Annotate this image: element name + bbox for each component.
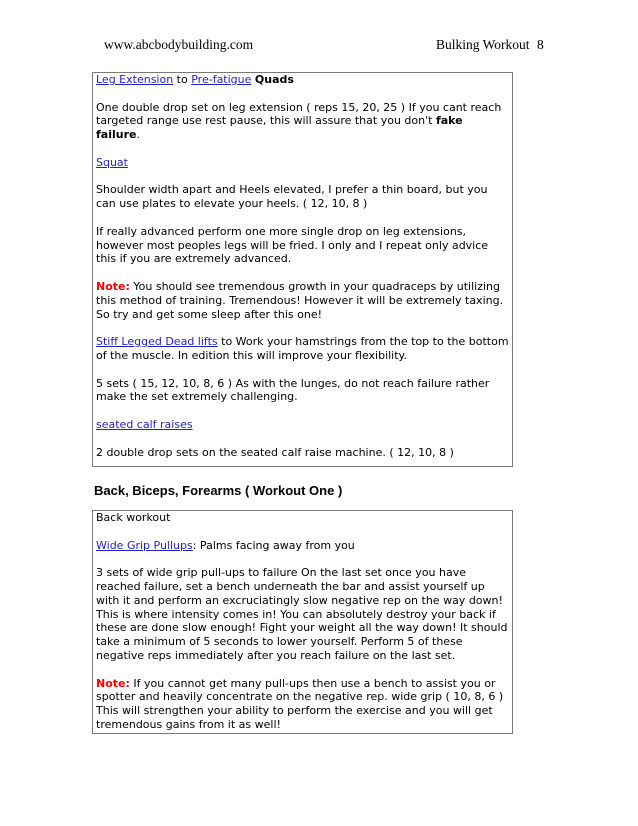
paragraph: 3 sets of wide grip pull-ups to failure On the last set once you have reached failure, set a bench underneath the bar and assist yourself up with it and perform an excruciatingly slow negative rep on the way down! This is where intensity comes in! You can absolutely destroy your back if these are done slow enough! Fight your weight all the way down! It should take a minimum of 5 seconds to lower yourself. Perform 5 of these negative reps immediately after you reach failure on the last set. bbox=[96, 566, 508, 662]
paragraph: Stiff Legged Dead lifts to Work your hamstrings from the top to the bottom of the muscle. In edition this will improve your flexibility. bbox=[96, 335, 509, 362]
paragraph: Wide Grip Pullups: Palms facing away from you bbox=[96, 538, 355, 552]
page-header bbox=[0, 37, 638, 55]
paragraph: 2 double drop sets on the seated calf raise machine. ( 12, 10, 8 ) bbox=[96, 445, 454, 459]
paragraph bbox=[96, 418, 509, 432]
paragraph: Shoulder width apart and Heels elevated, I prefer a thin board, but you can use plates to elevate your heels. ( 12, 10, 8 ) bbox=[96, 183, 488, 211]
pre-fatigue-link[interactable]: Pre-fatigue bbox=[191, 73, 252, 86]
paragraph bbox=[96, 156, 509, 170]
back-workout-box bbox=[92, 510, 513, 734]
paragraph: If really advanced perform one more single drop on leg extensions, however most peoples legs will be fried. I only and I repeat only advice this if you are extremely advanced. bbox=[96, 224, 489, 266]
page-number: 8 bbox=[537, 37, 544, 52]
paragraph: Back workout bbox=[96, 511, 171, 524]
stiff-legged-dead-lifts-link[interactable]: Stiff Legged Dead lifts bbox=[96, 335, 218, 349]
paragraph: Note: If you cannot get many pull-ups then use a bench to assist you or spotter and heavily concentrate on the negative rep. wide grip ( 10, 8, 6 ) This will strengthen your ability to perform the exercise and you will get tremendous gains from it as well! bbox=[96, 676, 504, 731]
leg-extension-link[interactable]: Leg Extension bbox=[96, 73, 174, 86]
paragraph: 5 sets ( 15, 12, 10, 8, 6 ) As with the lunges, do not reach failure rather make the set extremely challenging. bbox=[96, 376, 490, 404]
site-url: www.abcbodybuilding.com bbox=[104, 37, 254, 52]
squat-link[interactable]: Squat bbox=[96, 155, 128, 169]
section-title: Back, Biceps, Forearms ( Workout One ) bbox=[94, 483, 343, 498]
seated-calf-raises-link[interactable]: seated calf raises bbox=[96, 417, 193, 431]
wide-grip-pullups-link[interactable]: Wide Grip Pullups bbox=[96, 538, 193, 552]
paragraph: Note: You should see tremendous growth in your quadraceps by utilizing this method of training. Tremendous! However it will be extremely taxing. So try and get some sleep after this one! bbox=[96, 279, 504, 321]
quads-label: Quads bbox=[254, 73, 294, 86]
note-label: Note: bbox=[96, 279, 130, 293]
leg-workout-box bbox=[92, 72, 513, 467]
document-title: Bulking Workout bbox=[436, 37, 530, 52]
paragraph: One double drop set on leg extension ( reps 15, 20, 25 ) If you cant reach targeted range use rest pause, this will assure that you don't fake failure. bbox=[96, 100, 502, 142]
paragraph: Leg Extension to Pre-fatigue Quads bbox=[96, 73, 294, 86]
note-label: Note: bbox=[96, 676, 130, 690]
